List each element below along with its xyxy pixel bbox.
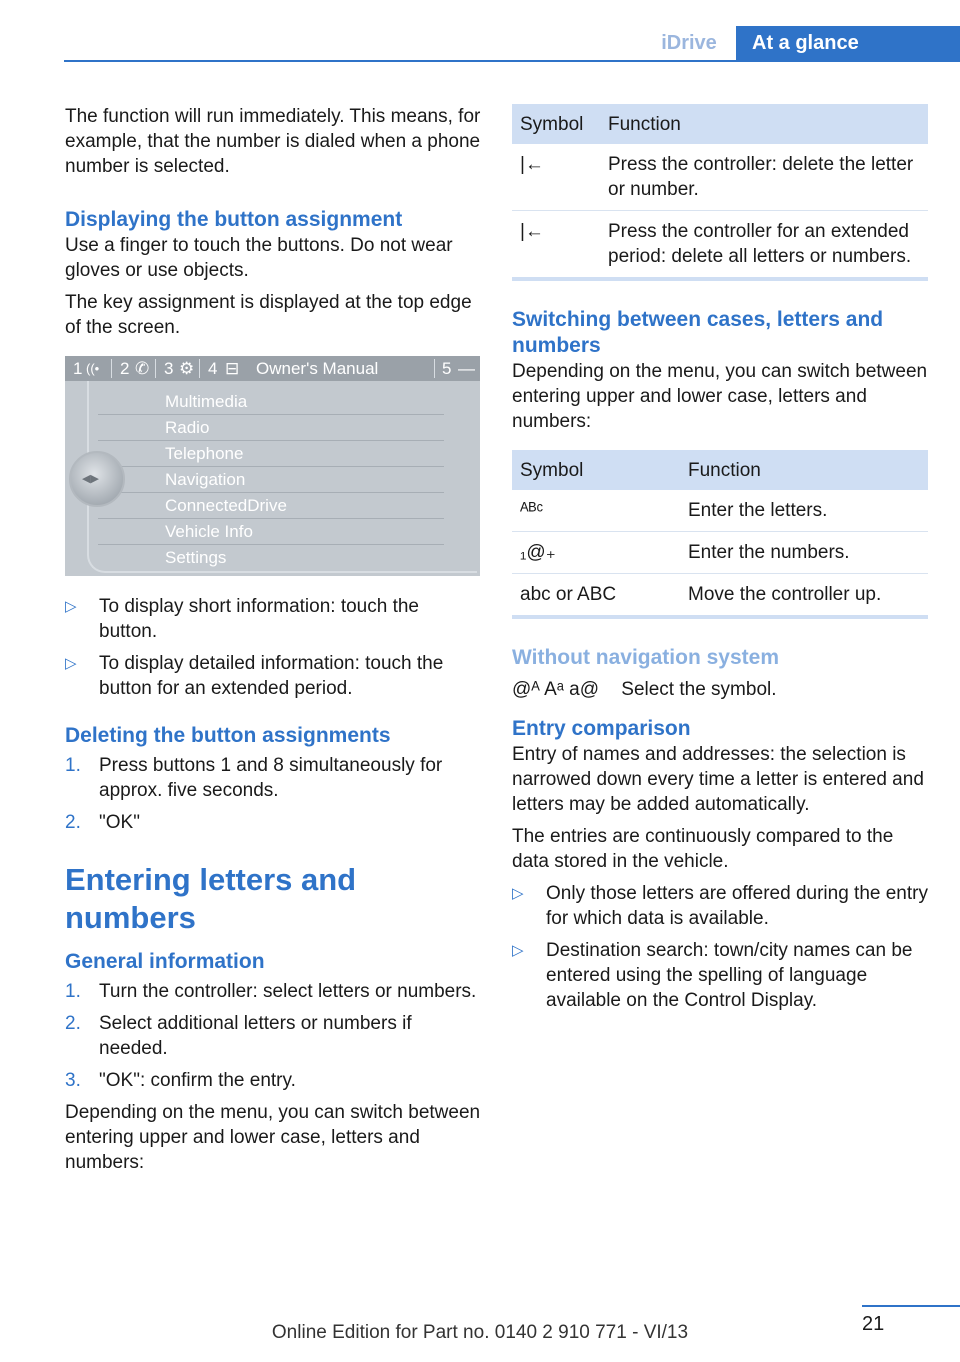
heading-switching-cases: Switching between cases, letters and numbers [512, 308, 884, 357]
gear-icon: ⚙ [179, 359, 195, 378]
control-display-screenshot [65, 356, 480, 576]
screen-tab-4: 4 [208, 359, 218, 378]
letters-symbol-icon: ᴬᴮᶜ [520, 500, 544, 521]
heading-general-information: General information [65, 950, 265, 973]
table-row [512, 574, 928, 618]
switch-paragraph: Depending on the menu, you can switch between entering upper and lower case, letters and numbers: [512, 361, 928, 432]
symbol-group-icon: @ᴬ Aᵃ a@ [512, 679, 600, 700]
controller-knob-icon [69, 451, 125, 507]
table-cell-function: Enter the numbers. [680, 532, 928, 574]
list-item: 2. "OK" [65, 812, 140, 833]
display-paragraph-1: Use a finger to touch the buttons. Do not wear gloves or use objects. [65, 235, 453, 281]
table-row [512, 144, 928, 211]
table-row [512, 211, 928, 280]
comparison-paragraph-1: Entry of names and addresses: the selection is narrowed down every time a letter is entered and letters may be added automatically. [512, 744, 924, 815]
heading-without-navigation: Without navigation system [512, 646, 780, 669]
dash-icon: — [458, 359, 475, 378]
right-column [512, 104, 928, 1020]
menu-item-vehicle-info[interactable]: Vehicle Info [98, 519, 444, 545]
header-section-label: iDrive [661, 32, 717, 54]
list-item: ▷ To display short information: touch the button. [65, 594, 481, 644]
table-row [512, 532, 928, 574]
menu-item-connecteddrive[interactable]: ConnectedDrive [98, 493, 444, 519]
edition-footer: Online Edition for Part no. 0140 2 910 771 - VI/13 [271, 1322, 689, 1343]
delete-steps [65, 753, 481, 835]
menu-item-navigation[interactable]: Navigation [98, 467, 444, 493]
heading-entry-comparison: Entry comparison [512, 717, 691, 740]
phone-icon: ✆ [135, 359, 150, 378]
comparison-paragraph-2: The entries are continuously compared to the data stored in the vehicle. [512, 826, 894, 872]
heading-entering-letters: Entering letters and numbers [65, 862, 357, 935]
list-item: 3. "OK": confirm the entry. [65, 1070, 296, 1091]
left-column [65, 104, 481, 1182]
general-steps [65, 979, 481, 1093]
screen-tab-3: 3 [164, 359, 174, 378]
table-header-function: Function [600, 104, 928, 144]
screen-tab-owners-manual: Owner's Manual [256, 359, 379, 378]
display-paragraph-2: The key assignment is displayed at the top edge of the screen. [65, 292, 472, 338]
list-item: 1. Press buttons 1 and 8 simultaneously for approx. five seconds. [65, 755, 443, 801]
general-closing-paragraph: Depending on the menu, you can switch between entering upper and lower case, letters and numbers: [65, 1102, 481, 1173]
switch-symbol-table [512, 450, 928, 619]
select-symbol-text: Select the symbol. [621, 679, 777, 700]
list-item: 1. Turn the controller: select letters or numbers. [65, 981, 477, 1002]
numbers-symbol-icon: ₁@₊ [512, 532, 680, 574]
screen-menu [98, 389, 444, 571]
menu-item-settings[interactable]: Settings [165, 548, 227, 567]
table-cell-function: Move the controller up. [680, 574, 928, 618]
case-symbol-icon: abc or ABC [512, 574, 680, 618]
header-rule [64, 60, 960, 62]
table-cell-function: Press the controller for an extended period: delete all letters or numbers. [600, 211, 928, 280]
comparison-bullets [512, 881, 928, 1013]
display-bullets [65, 594, 481, 701]
intro-paragraph: The function will run immediately. This means, for example, that the number is dialed when a phone number is selected. [65, 106, 481, 177]
table-header-symbol: Symbol [512, 450, 680, 490]
screen-tab-2: 2 [120, 359, 130, 378]
table-header-symbol: Symbol [512, 104, 600, 144]
list-item: ▷ Destination search: town/city names can be entered using the spelling of language available on the Control Display. [512, 938, 928, 1013]
list-item: 2. Select additional letters or numbers if needed. [65, 1013, 412, 1059]
heading-delete-assignments: Deleting the button assignments [65, 724, 391, 747]
table-cell-function: Enter the letters. [688, 500, 828, 521]
delete-symbol-icon: |← [520, 154, 544, 175]
table-row [512, 490, 928, 532]
select-symbol-line [512, 677, 928, 702]
table-header-function: Function [680, 450, 928, 490]
screen-tab-5: 5 [442, 359, 452, 378]
page-number: 21 [862, 1313, 885, 1335]
screen-tab-bar [65, 356, 480, 381]
delete-symbol-table [512, 104, 928, 281]
header-chapter-tab: At a glance [736, 26, 960, 62]
heading-display-assignment: Displaying the button assignment [65, 208, 403, 231]
car-icon: ⊟ [225, 359, 240, 378]
screen-tab-1: 1 [73, 359, 83, 378]
list-item: ▷ To display detailed information: touch the button for an extended period. [65, 651, 481, 701]
radio-icon: ((• [86, 361, 100, 376]
menu-item-multimedia[interactable]: Multimedia [98, 389, 444, 415]
menu-item-radio[interactable]: Radio [98, 415, 444, 441]
list-item: ▷ Only those letters are offered during the entry for which data is available. [512, 881, 928, 931]
delete-all-symbol-icon: |← [512, 211, 600, 280]
footer-rule [862, 1305, 960, 1307]
table-cell-function: Press the controller: delete the letter or number. [608, 154, 914, 200]
menu-item-telephone[interactable]: Telephone [98, 441, 444, 467]
